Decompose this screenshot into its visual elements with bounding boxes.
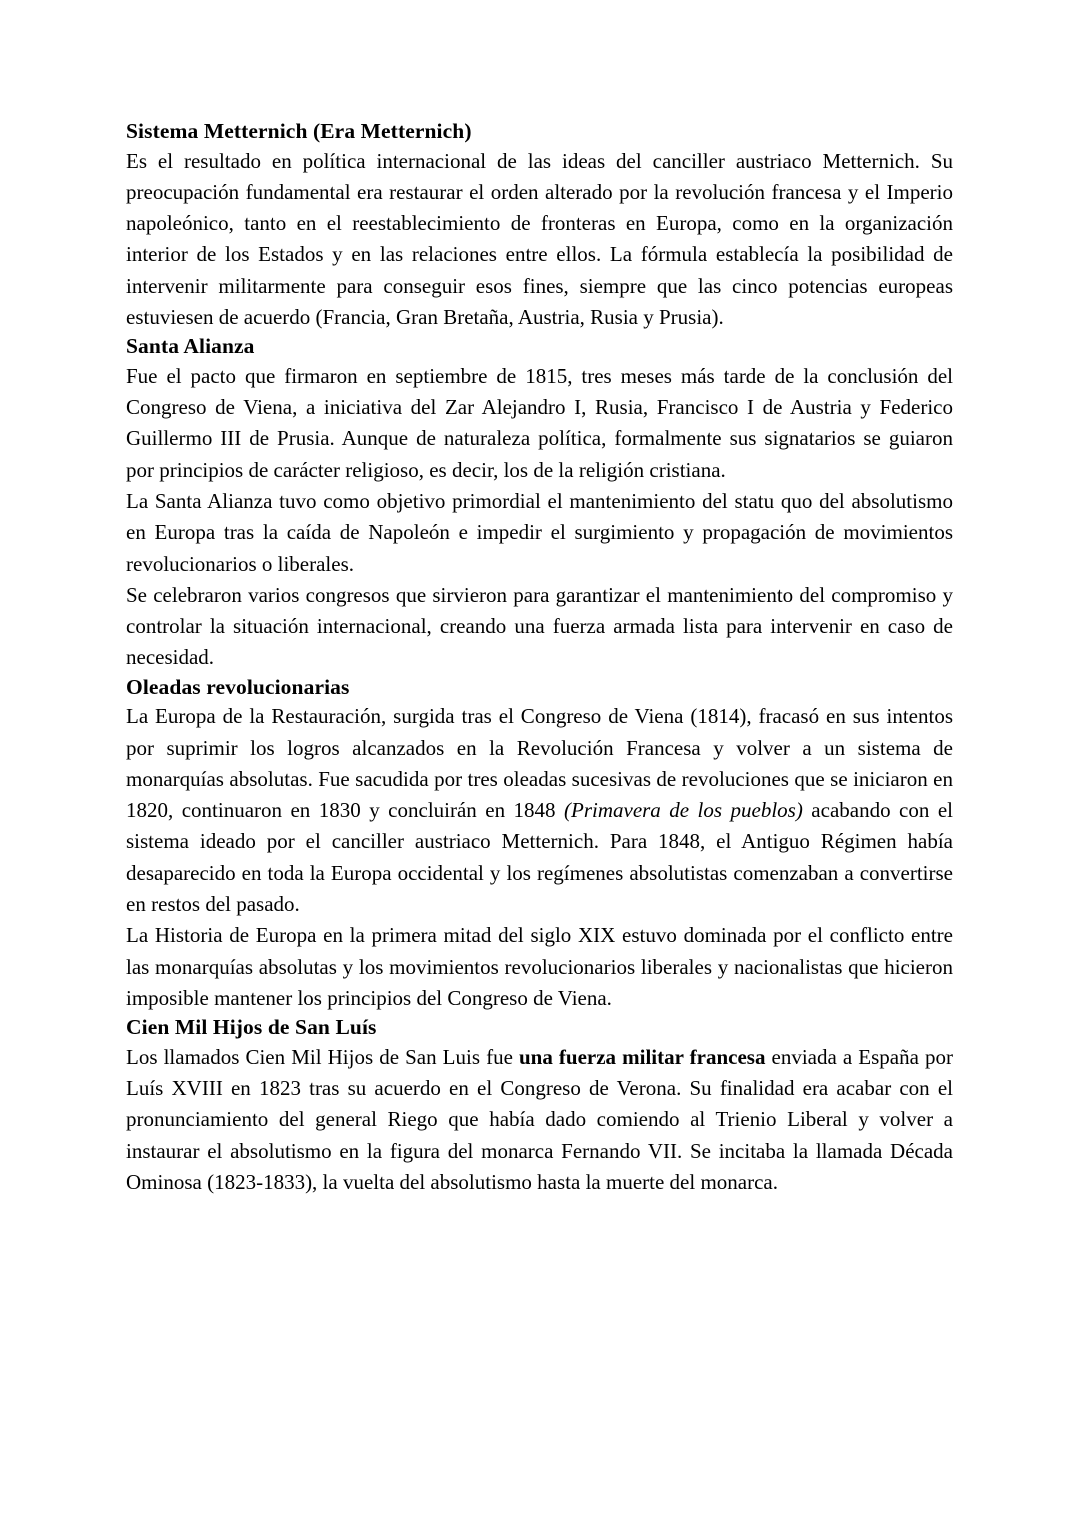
heading-oleadas-revolucionarias: Oleadas revolucionarias <box>126 674 350 699</box>
heading-sistema-metternich: Sistema Metternich (Era Metternich) <box>126 119 472 143</box>
paragraph-historia-europa: La Historia de Europa en la primera mitad del siglo XIX estuvo dominada por el conflicto entre las monarquías absolutas y los movimientos revolucionarios liberales y nacionalistas que hicieron imposible mantener los principios del Congreso de Viena. <box>126 923 953 1010</box>
text-run-oleadas-part2: acabando con el sistema ideado por el canciller austriaco Metternich. Para 1848, el Antiguo Régimen había desaparecido en toda la Europa occidental y los regímenes absolutistas comenzaban a convertirse en restos del pasado. <box>126 798 953 917</box>
paragraph-santa-alianza-3: Se celebraron varios congresos que sirvieron para garantizar el mantenimiento del compromiso y controlar la situación internacional, creando una fuerza armada lista para intervenir en caso de necesidad. <box>126 582 953 670</box>
text-run-oleadas-part1: La Europa de la Restauración, surgida tras el Congreso de Viena (1814), fracasó en sus intentos por suprimir los logros alcanzados en la Revolución Francesa y volver a un sistema de monarquías absolutas. Fue sacudida por tres oleadas sucesivas de revoluciones que se iniciaron en 1820, continuaron en 1830 y concluirán en 1848 <box>126 704 953 823</box>
text-run-fuerza-militar-francesa: una fuerza militar francesa <box>518 1044 766 1069</box>
paragraph-cien-mil-hijos <box>126 1042 953 1198</box>
paragraph-santa-alianza-2: La Santa Alianza tuvo como objetivo primordial el mantenimiento del statu quo del absolutismo en Europa tras la caída de Napoleón e impedir el surgimiento y propagación de movimientos revolucionarios o liberales. <box>126 489 953 576</box>
text-run-primavera-de-los-pueblos: (Primavera de los pueblos) <box>564 798 803 823</box>
heading-santa-alianza: Santa Alianza <box>126 334 255 359</box>
paragraph-santa-alianza-1: Fue el pacto que firmaron en septiembre de 1815, tres meses más tarde de la conclusión del Congreso de Viena, a iniciativa del Zar Alejandro I, Rusia, Francisco I de Austria y Federico Guillermo III de Prusia. Aunque de naturaleza política, formalmente sus signatarios se guiaron por principios de carácter religioso, es decir, los de la religión cristiana. <box>126 363 953 482</box>
text-run-cien-mil-part2: enviada a España por Luís XVIII en 1823 tras su acuerdo en el Congreso de Verona. Su finalidad era acabar con el pronunciamiento del general Riego que había dado comiendo al Trienio Liberal y volver a instaurar el absolutismo en la figura del monarca Fernando VII. Se incitaba la llamada Década Ominosa (1823-1833), la vuelta del absolutismo hasta la muerte del monarca. <box>126 1044 954 1194</box>
document-content <box>126 118 953 1198</box>
heading-cien-mil-hijos-de-san-luis: Cien Mil Hijos de San Luís <box>126 1015 377 1040</box>
paragraph-sistema-metternich: Es el resultado en política internacional de las ideas del canciller austriaco Metternich. Su preocupación fundamental era restaurar el orden alterado por la revolución francesa y el Imperio napoleónico, tanto en el reestablecimiento de fronteras en Europa, como en la organización interior de los Estados y en las relaciones entre ellos. La fórmula establecía la posibilidad de intervenir militarmente para conseguir esos fines, siempre que las cinco potencias europeas estuviesen de acuerdo (Francia, Gran Bretaña, Austria, Rusia y Prusia). <box>126 148 953 329</box>
text-run-cien-mil-part1: Los llamados Cien Mil Hijos de San Luis fue <box>126 1044 519 1069</box>
paragraph-oleadas-revolucionarias <box>126 701 953 920</box>
